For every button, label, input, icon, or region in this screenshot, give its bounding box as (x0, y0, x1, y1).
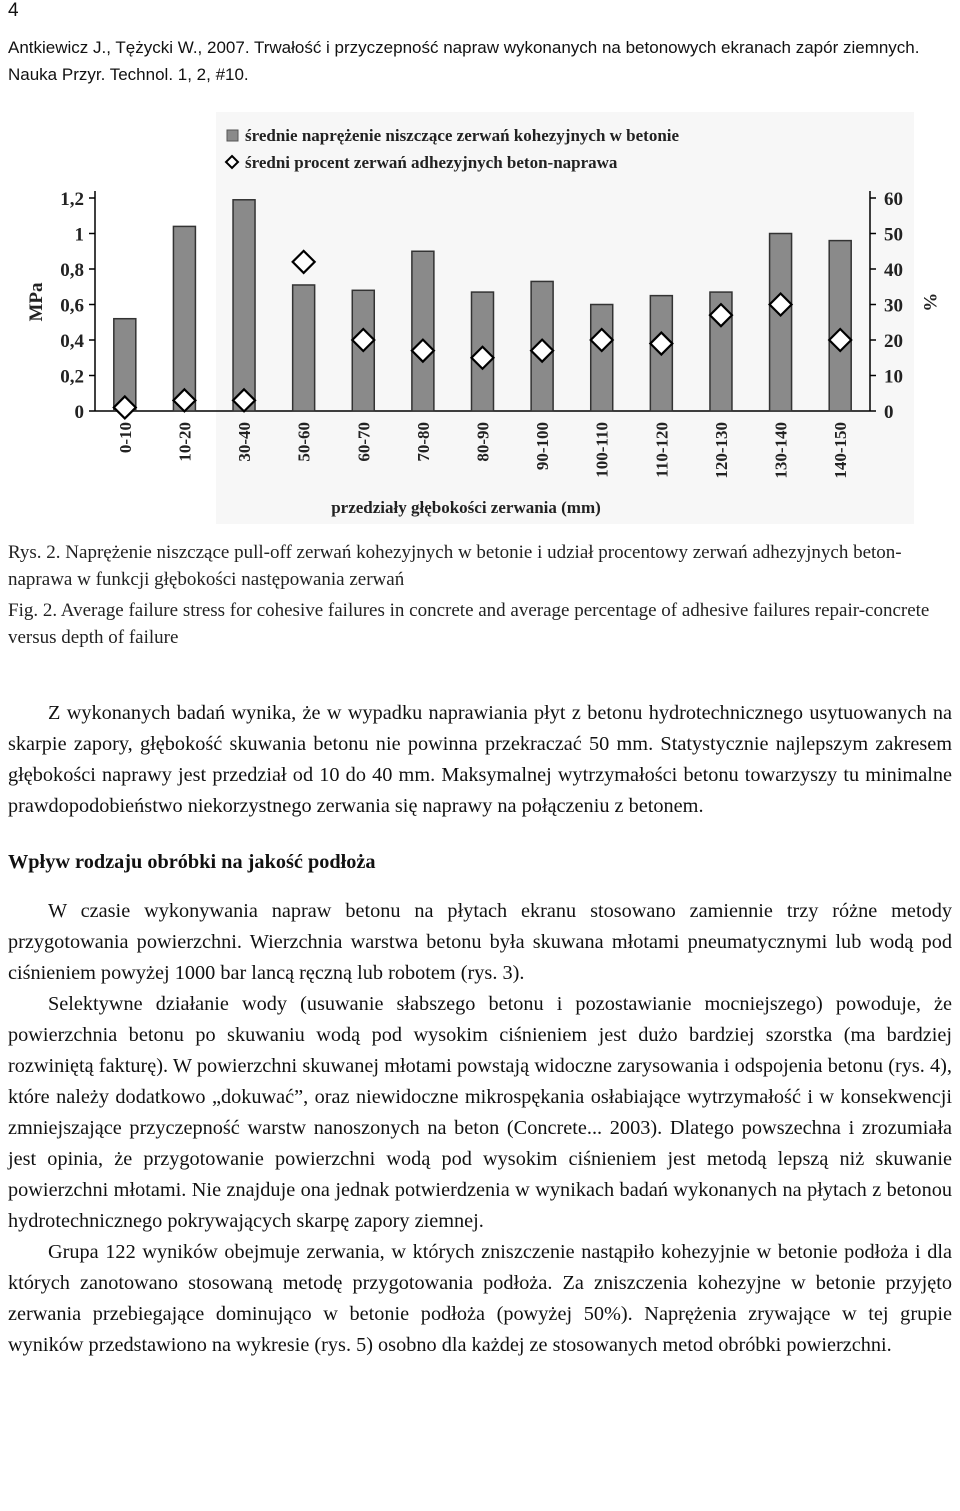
x-tick-label: 90-100 (533, 422, 553, 471)
citation: Antkiewicz J., Tężycki W., 2007. Trwałość i przyczepność napraw wykonanych na betonowych ekranach zapór ziemnych. Nauka Przyr. Technol. 1, 2, #10. (8, 38, 920, 84)
x-tick-label: 70-80 (413, 422, 433, 462)
x-tick-label: 140-150 (831, 422, 851, 479)
x-tick-label: 30-40 (235, 422, 255, 462)
x-tick-label: 80-90 (473, 422, 493, 462)
x-tick-label: 10-20 (175, 422, 195, 462)
y-left-tick-label: 1,2 (60, 189, 84, 210)
x-tick-label: 110-120 (652, 422, 672, 478)
x-tick-label: 0-10 (115, 422, 135, 454)
y-right-tick-label: 0 (884, 402, 894, 423)
y-left-tick-label: 0,2 (60, 366, 84, 388)
bar (412, 251, 434, 411)
figure-caption-polish: Rys. 2. Naprężenie niszczące pull-off zerwań kohezyjnych w betonie i udział procentowy zerwań adhezyjnych beton-naprawa w funkcji głębokości następowania zerwań (8, 542, 902, 590)
y-left-tick-label: 0 (74, 402, 84, 423)
chart (0, 112, 960, 532)
bar (233, 200, 255, 411)
y-left-tick-label: 0,4 (60, 331, 84, 352)
bar (829, 241, 851, 411)
bar (770, 234, 792, 412)
chart-background (216, 112, 914, 524)
paragraph: Z wykonanych badań wynika, że w wypadku naprawiania płyt z betonu hydrotechnicznego usytuowanych na skarpie zapory, głębokość skuwania betonu nie powinna przekraczać 50 mm. Statystycznie najlepszym zakresem głębokości naprawy jest przedział od 10 do 40 mm. Maksymalnej wytrzymałości betonu towarzyszy tu minimalne prawdopodobieństwo niekorzystnego zerwania się naprawy na połączeniu z betonem. (8, 702, 952, 817)
paragraph: W czasie wykonywania napraw betonu na płytach ekranu stosowano zamiennie trzy różne metody przygotowania powierzchni. Wierzchnia warstwa betonu była skuwana młotami pneumatycznymi lub wodą pod ciśnieniem powyżej 1000 bar lancą ręczną lub robotem (rys. 3). (8, 900, 952, 984)
y-left-tick-label: 0,6 (60, 295, 84, 317)
x-tick-label: 120-130 (711, 422, 731, 479)
x-tick-label: 130-140 (771, 422, 791, 479)
y-right-tick-label: 30 (884, 295, 903, 317)
y-right-tick-label: 40 (884, 260, 903, 281)
y-axis-label-right: % (919, 292, 940, 312)
bar (591, 305, 613, 412)
x-axis-label: przedziały głębokości zerwania (mm) (331, 498, 601, 517)
figure-caption-english: Fig. 2. Average failure stress for cohesive failures in concrete and average percentage of adhesive failures repair-concrete versus depth of failure (8, 600, 930, 648)
legend-item-markers: średni procent zerwań adhezyjnych beton-naprawa (245, 153, 618, 172)
paragraph: Grupa 122 wyników obejmuje zerwania, w których zniszczenie nastąpiło kohezyjnie w betonie podłoża i dla których zanotowano stosowaną metodę przygotowania podłoża. Za zniszczenia kohezyjne w betonie przyjęto zerwania przebiegające dominująco w betonie podłoża (powyżej 50%). Naprężenia zrywające w tej grupie wyników przedstawiono na wykresie (rys. 5) osobno dla każdej ze stosowanych metod obróbki powierzchni. (8, 1241, 952, 1356)
y-axis-label-left: MPa (26, 282, 47, 322)
x-tick-label: 50-60 (294, 422, 314, 462)
bar (293, 285, 315, 411)
legend-bar-swatch (227, 130, 238, 141)
bar (173, 226, 195, 411)
y-left-tick-label: 0,8 (60, 260, 84, 281)
x-tick-label: 100-110 (592, 422, 612, 478)
y-right-tick-label: 50 (884, 224, 903, 246)
legend-item-bars: średnie naprężenie niszczące zerwań kohezyjnych w betonie (245, 126, 680, 145)
page-number: 4 (8, 0, 19, 21)
paragraph: Selektywne działanie wody (usuwanie słabszego betonu i pozostawianie mocniejszego) powoduje, że powierzchnia betonu po skuwaniu wodą pod wysokim ciśnieniem jest dużo bardziej szorstka (ma bardziej rozwiniętą fakturę). W powierzchni skuwanej młotami powstają widoczne zarysowania i odspojenia betonu (rys. 4), które należy dodatkowo „dokuwać”, oraz niewidoczne mikrospękania osłabiające wytrzymałość i w konsekwencji zmniejszające przyczepność warstw nanoszonych na beton (Concrete... 2003). Dlatego powszechna i zrozumiała jest opinia, że przygotowanie powierzchni wodą pod wysokim ciśnieniem jest metodą lepszą niż skuwanie powierzchni młotami. Nie znajduje ona jednak potwierdzenia w wynikach badań wykonanych na płytach z betonou hydrotechnicznego pokrywających skarpę zapory ziemnej. (8, 993, 952, 1232)
y-right-tick-label: 10 (884, 366, 903, 388)
section-heading: Wpływ rodzaju obróbki na jakość podłoża (8, 851, 376, 873)
y-left-tick-label: 1 (74, 224, 84, 246)
y-right-tick-label: 20 (884, 331, 903, 352)
y-right-tick-label: 60 (884, 189, 903, 210)
x-tick-label: 60-70 (354, 422, 374, 462)
article-body (8, 698, 952, 1361)
